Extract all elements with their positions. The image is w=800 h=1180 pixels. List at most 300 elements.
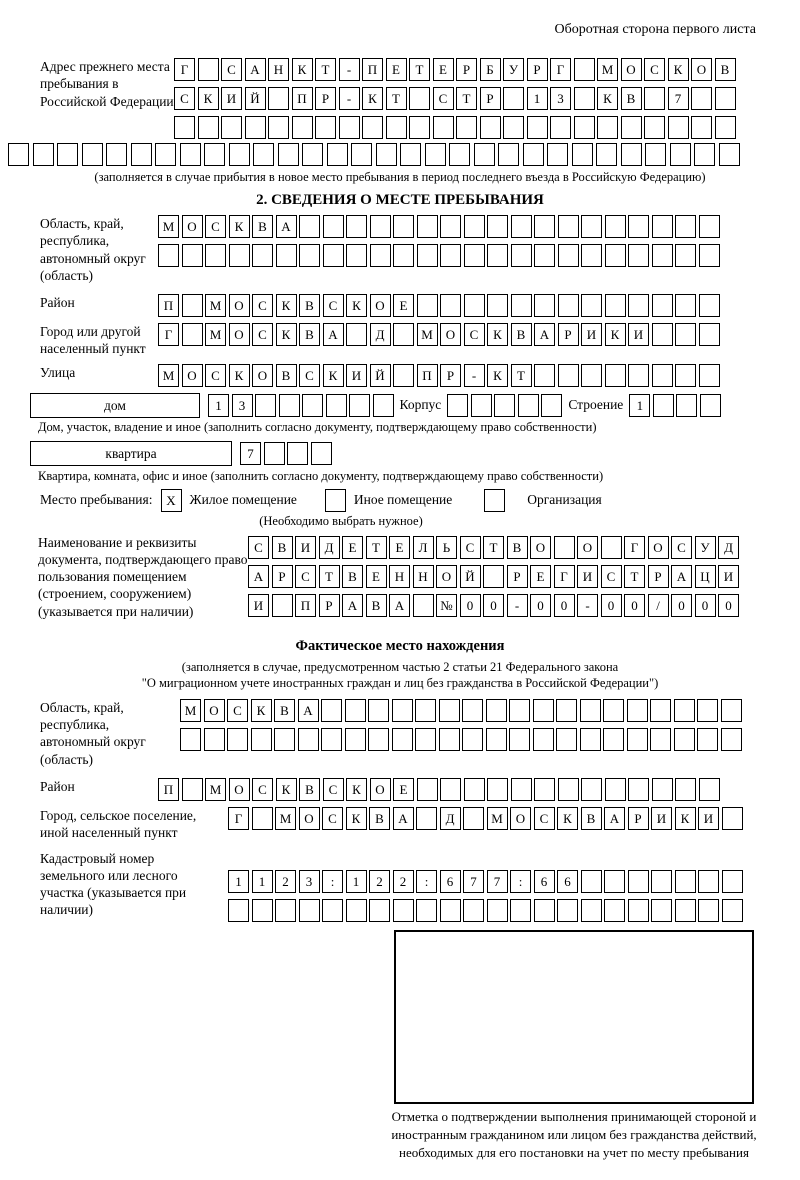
char-box[interactable] [204,728,225,751]
char-box[interactable]: О [691,58,712,81]
char-box[interactable] [581,215,602,238]
char-box[interactable]: Н [413,565,434,588]
char-box[interactable] [699,215,720,238]
char-box[interactable] [440,215,461,238]
char-box[interactable]: Г [228,807,249,830]
char-box[interactable] [675,215,696,238]
char-box[interactable]: И [221,87,242,110]
char-box[interactable] [581,244,602,267]
char-box[interactable]: Н [268,58,289,81]
char-box[interactable]: М [158,364,179,387]
char-box[interactable] [675,364,696,387]
char-box[interactable] [299,899,320,922]
char-box[interactable]: О [370,294,391,317]
char-box[interactable] [486,699,507,722]
char-box[interactable]: В [299,323,320,346]
char-box[interactable] [533,699,554,722]
char-box[interactable] [346,899,367,922]
char-box[interactable]: Е [386,58,407,81]
char-box[interactable] [416,807,437,830]
char-box[interactable]: 3 [232,394,253,417]
char-box[interactable] [486,728,507,751]
char-box[interactable] [299,215,320,238]
char-box[interactable]: - [339,87,360,110]
char-box[interactable] [415,728,436,751]
char-box[interactable] [370,244,391,267]
char-box[interactable] [628,870,649,893]
char-box[interactable] [463,899,484,922]
char-box[interactable]: 0 [624,594,645,617]
char-box[interactable] [511,215,532,238]
char-box[interactable] [323,215,344,238]
char-box[interactable] [321,699,342,722]
char-box[interactable]: 6 [534,870,555,893]
char-box[interactable]: С [460,536,481,559]
char-box[interactable]: : [510,870,531,893]
char-box[interactable] [483,565,504,588]
char-box[interactable]: С [205,364,226,387]
char-box[interactable]: - [507,594,528,617]
char-box[interactable]: Р [440,364,461,387]
char-box[interactable] [302,143,323,166]
char-box[interactable]: 7 [463,870,484,893]
char-box[interactable] [721,699,742,722]
char-box[interactable] [721,728,742,751]
char-box[interactable] [652,215,673,238]
char-box[interactable] [351,143,372,166]
char-box[interactable]: П [417,364,438,387]
char-box[interactable] [628,899,649,922]
char-box[interactable]: 6 [440,870,461,893]
char-box[interactable] [33,143,54,166]
char-box[interactable] [699,244,720,267]
char-box[interactable] [534,244,555,267]
char-box[interactable] [511,778,532,801]
char-box[interactable] [621,116,642,139]
char-box[interactable] [650,728,671,751]
char-box[interactable] [674,699,695,722]
char-box[interactable]: А [389,594,410,617]
char-box[interactable] [550,116,571,139]
char-box[interactable]: А [534,323,555,346]
char-box[interactable]: 0 [718,594,739,617]
char-box[interactable] [628,244,649,267]
char-box[interactable]: С [322,807,343,830]
char-box[interactable] [393,323,414,346]
char-box[interactable] [523,143,544,166]
char-box[interactable] [439,728,460,751]
char-box[interactable] [198,58,219,81]
char-box[interactable]: Р [315,87,336,110]
char-box[interactable] [373,394,394,417]
char-box[interactable] [645,143,666,166]
char-box[interactable] [652,294,673,317]
char-box[interactable] [494,394,515,417]
char-box[interactable] [556,728,577,751]
char-box[interactable]: Т [315,58,336,81]
char-box[interactable] [697,699,718,722]
char-box[interactable]: О [299,807,320,830]
char-box[interactable]: 3 [550,87,571,110]
char-box[interactable]: С [644,58,665,81]
char-box[interactable]: М [417,323,438,346]
char-box[interactable]: В [621,87,642,110]
char-box[interactable]: А [248,565,269,588]
char-box[interactable] [221,116,242,139]
char-box[interactable] [651,870,672,893]
char-box[interactable]: Г [624,536,645,559]
char-box[interactable] [650,699,671,722]
char-box[interactable] [480,116,501,139]
char-box[interactable]: Т [456,87,477,110]
char-box[interactable]: К [251,699,272,722]
char-box[interactable] [447,394,468,417]
char-box[interactable] [699,323,720,346]
char-box[interactable] [227,728,248,751]
char-box[interactable] [527,116,548,139]
char-box[interactable]: К [668,58,689,81]
char-box[interactable] [605,778,626,801]
char-box[interactable] [440,899,461,922]
char-box[interactable]: Т [319,565,340,588]
char-box[interactable] [674,728,695,751]
char-box[interactable]: К [346,807,367,830]
char-box[interactable] [597,116,618,139]
char-box[interactable]: Е [393,294,414,317]
char-box[interactable]: А [671,565,692,588]
char-box[interactable] [174,116,195,139]
char-box[interactable]: К [198,87,219,110]
char-box[interactable]: К [346,778,367,801]
char-box[interactable] [541,394,562,417]
char-box[interactable]: М [205,778,226,801]
char-box[interactable]: - [464,364,485,387]
char-box[interactable]: 1 [527,87,548,110]
char-box[interactable] [326,394,347,417]
char-box[interactable]: 1 [629,394,650,417]
char-box[interactable] [675,294,696,317]
char-box[interactable]: С [601,565,622,588]
char-box[interactable] [628,294,649,317]
char-box[interactable] [346,215,367,238]
char-box[interactable]: А [604,807,625,830]
char-box[interactable] [676,394,697,417]
char-box[interactable] [601,536,622,559]
char-box[interactable]: М [275,807,296,830]
char-box[interactable]: У [503,58,524,81]
char-box[interactable] [675,778,696,801]
char-box[interactable] [229,244,250,267]
char-box[interactable] [574,87,595,110]
char-box[interactable]: Р [319,594,340,617]
char-box[interactable] [558,778,579,801]
char-box[interactable] [534,215,555,238]
char-box[interactable]: И [295,536,316,559]
char-box[interactable] [574,58,595,81]
char-box[interactable] [299,244,320,267]
char-box[interactable] [272,594,293,617]
char-box[interactable] [369,899,390,922]
char-box[interactable] [580,699,601,722]
char-box[interactable]: И [248,594,269,617]
char-box[interactable]: С [295,565,316,588]
char-box[interactable] [503,87,524,110]
char-box[interactable]: П [362,58,383,81]
char-box[interactable] [675,244,696,267]
char-box[interactable] [292,116,313,139]
char-box[interactable] [400,143,421,166]
char-box[interactable]: : [416,870,437,893]
char-box[interactable]: С [252,323,273,346]
char-box[interactable] [651,899,672,922]
char-box[interactable] [498,143,519,166]
char-box[interactable] [393,364,414,387]
char-box[interactable]: К [276,294,297,317]
char-box[interactable] [581,294,602,317]
char-box[interactable] [699,364,720,387]
char-box[interactable] [511,294,532,317]
char-box[interactable] [698,899,719,922]
char-box[interactable] [370,215,391,238]
char-box[interactable] [302,394,323,417]
char-box[interactable]: Т [483,536,504,559]
char-box[interactable] [581,899,602,922]
char-box[interactable] [474,143,495,166]
char-box[interactable]: М [487,807,508,830]
char-box[interactable]: К [323,364,344,387]
char-box[interactable] [558,364,579,387]
char-box[interactable]: Ь [436,536,457,559]
char-box[interactable]: Д [718,536,739,559]
char-box[interactable] [533,728,554,751]
char-box[interactable]: Р [272,565,293,588]
char-box[interactable] [675,870,696,893]
char-box[interactable]: М [205,323,226,346]
char-box[interactable]: Р [456,58,477,81]
char-box[interactable]: С [433,87,454,110]
char-box[interactable] [393,899,414,922]
char-box[interactable]: Р [527,58,548,81]
char-box[interactable]: Е [530,565,551,588]
char-box[interactable] [413,594,434,617]
char-box[interactable]: П [158,778,179,801]
char-box[interactable]: И [346,364,367,387]
char-box[interactable]: Е [389,536,410,559]
char-box[interactable] [503,116,524,139]
char-box[interactable] [276,244,297,267]
char-box[interactable] [581,778,602,801]
char-box[interactable] [349,394,370,417]
char-box[interactable]: И [628,323,649,346]
char-box[interactable] [534,294,555,317]
char-box[interactable] [393,215,414,238]
char-box[interactable]: Т [409,58,430,81]
char-box[interactable]: Е [366,565,387,588]
char-box[interactable]: И [698,807,719,830]
char-box[interactable]: О [370,778,391,801]
char-box[interactable] [345,699,366,722]
char-box[interactable]: Й [460,565,481,588]
char-box[interactable] [325,489,346,512]
char-box[interactable]: И [577,565,598,588]
char-box[interactable] [311,442,332,465]
char-box[interactable]: В [272,536,293,559]
char-box[interactable] [668,116,689,139]
char-box[interactable] [268,87,289,110]
char-box[interactable]: Т [366,536,387,559]
char-box[interactable]: А [323,323,344,346]
char-box[interactable] [694,143,715,166]
char-box[interactable] [327,143,348,166]
char-box[interactable] [605,215,626,238]
char-box[interactable] [604,870,625,893]
char-box[interactable] [581,870,602,893]
char-box[interactable]: - [339,58,360,81]
char-box[interactable]: К [229,364,250,387]
char-box[interactable]: Р [628,807,649,830]
char-box[interactable] [268,116,289,139]
char-box[interactable]: № [436,594,457,617]
char-box[interactable]: Р [480,87,501,110]
char-box[interactable]: Р [558,323,579,346]
char-box[interactable] [158,244,179,267]
char-box[interactable] [425,143,446,166]
char-box[interactable] [722,807,743,830]
char-box[interactable]: О [436,565,457,588]
char-box[interactable] [368,728,389,751]
char-box[interactable] [652,323,673,346]
char-box[interactable]: О [182,364,203,387]
char-box[interactable] [462,728,483,751]
char-box[interactable]: Ц [695,565,716,588]
char-box[interactable]: А [245,58,266,81]
char-box[interactable]: К [487,323,508,346]
char-box[interactable] [487,778,508,801]
char-box[interactable]: С [323,294,344,317]
char-box[interactable] [417,778,438,801]
char-box[interactable] [417,244,438,267]
char-box[interactable] [722,870,743,893]
char-box[interactable] [346,244,367,267]
char-box[interactable] [700,394,721,417]
char-box[interactable] [456,116,477,139]
char-box[interactable] [697,728,718,751]
char-box[interactable]: В [252,215,273,238]
char-box[interactable]: К [487,364,508,387]
char-box[interactable]: Д [319,536,340,559]
char-box[interactable] [182,294,203,317]
char-box[interactable]: С [464,323,485,346]
char-box[interactable] [415,699,436,722]
char-box[interactable]: И [651,807,672,830]
char-box[interactable] [409,87,430,110]
char-box[interactable] [275,899,296,922]
char-box[interactable]: М [180,699,201,722]
char-box[interactable] [699,778,720,801]
char-box[interactable]: 6 [557,870,578,893]
char-box[interactable] [580,728,601,751]
char-box[interactable] [376,143,397,166]
char-box[interactable]: П [295,594,316,617]
char-box[interactable]: X [161,489,182,512]
char-box[interactable] [409,116,430,139]
char-box[interactable] [510,899,531,922]
char-box[interactable]: 7 [668,87,689,110]
char-box[interactable] [255,394,276,417]
char-box[interactable]: Е [433,58,454,81]
char-box[interactable]: О [229,778,250,801]
char-box[interactable]: У [695,536,716,559]
char-box[interactable] [462,699,483,722]
char-box[interactable]: 2 [275,870,296,893]
char-box[interactable]: 3 [299,870,320,893]
char-box[interactable] [315,116,336,139]
char-box[interactable]: 0 [554,594,575,617]
char-box[interactable]: 2 [369,870,390,893]
char-box[interactable] [644,116,665,139]
char-box[interactable] [652,364,673,387]
char-box[interactable] [182,323,203,346]
char-box[interactable] [253,143,274,166]
char-box[interactable]: О [252,364,273,387]
char-box[interactable]: 1 [252,870,273,893]
char-box[interactable] [558,215,579,238]
char-box[interactable] [439,699,460,722]
char-box[interactable]: Е [342,536,363,559]
char-box[interactable] [8,143,29,166]
char-box[interactable]: М [158,215,179,238]
char-box[interactable] [653,394,674,417]
char-box[interactable]: П [158,294,179,317]
char-box[interactable]: - [577,594,598,617]
char-box[interactable] [628,215,649,238]
char-box[interactable] [557,899,578,922]
char-box[interactable] [574,116,595,139]
char-box[interactable] [715,87,736,110]
char-box[interactable] [463,807,484,830]
char-box[interactable] [719,143,740,166]
char-box[interactable] [251,728,272,751]
char-box[interactable]: В [342,565,363,588]
char-box[interactable]: К [276,323,297,346]
char-box[interactable] [675,323,696,346]
char-box[interactable]: Н [389,565,410,588]
char-box[interactable] [368,699,389,722]
char-box[interactable]: А [342,594,363,617]
char-box[interactable]: 0 [601,594,622,617]
char-box[interactable] [155,143,176,166]
char-box[interactable]: 0 [460,594,481,617]
char-box[interactable]: О [577,536,598,559]
char-box[interactable] [180,143,201,166]
char-box[interactable]: К [229,215,250,238]
char-box[interactable] [386,116,407,139]
char-box[interactable] [628,778,649,801]
char-box[interactable] [603,728,624,751]
char-box[interactable] [339,116,360,139]
char-box[interactable] [581,364,602,387]
char-box[interactable] [252,807,273,830]
char-box[interactable]: С [248,536,269,559]
char-box[interactable] [264,442,285,465]
char-box[interactable]: С [252,778,273,801]
char-box[interactable]: О [530,536,551,559]
char-box[interactable] [106,143,127,166]
char-box[interactable] [487,899,508,922]
char-box[interactable] [417,294,438,317]
char-box[interactable] [572,143,593,166]
char-box[interactable]: Г [550,58,571,81]
